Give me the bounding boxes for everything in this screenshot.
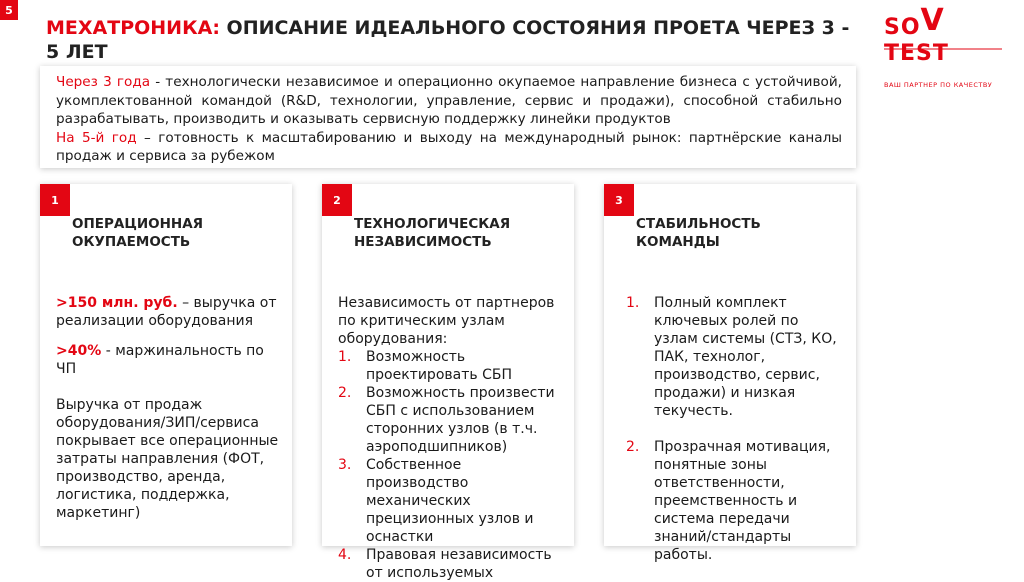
- revenue-metric: [56, 294, 284, 330]
- summary-5-years-text: – готовность к масштабированию и выходу на международный рынок: партнёрские каналы продаж и сервиса за рубежом: [56, 129, 842, 164]
- list-number: 1.: [338, 349, 352, 365]
- card-intro: Независимость от партнеров по критическим узлам оборудования:: [338, 295, 555, 347]
- card-body: [56, 294, 284, 534]
- list-item: [338, 348, 566, 384]
- list-text: Полный комплект ключевых ролей по узлам системы (СТЗ, КО, ПАК, технолог, производство, сервис, продажи) и низкая текучесть.: [654, 295, 837, 419]
- list-item: [338, 456, 566, 546]
- summary-3-years-text: - технологически независимое и операционно окупаемое направление бизнеса с устойчивой, укомплектованной командой (R&D, технологии, управление, сервис и продажи), способной стабильно разрабатывать, производить и оказывать сервисную поддержку линейки продуктов: [56, 74, 842, 127]
- list-text: Правовая независимость от используемых: [366, 547, 552, 581]
- card-team-stability: [604, 184, 856, 563]
- card-paragraph: Выручка от продаж оборудования/ЗИП/сервиса покрывает все операционные затраты направления (ФОТ, производство, аренда, логистика, поддержка, маркетинг): [56, 397, 279, 521]
- card-number-badge: 3: [604, 184, 634, 216]
- card-body: [338, 294, 566, 582]
- card-body: [626, 294, 846, 582]
- card-number-badge: 2: [322, 184, 352, 216]
- summary-paragraph-3-years: [56, 73, 842, 129]
- team-list: [626, 294, 846, 564]
- page-title-accent: МЕХАТРОНИКА:: [46, 17, 220, 39]
- list-number: 4.: [338, 547, 352, 563]
- list-item: [626, 438, 846, 564]
- card-title: СТАБИЛЬНОСТЬ КОМАНДЫ: [636, 216, 761, 250]
- margin-value: >40%: [56, 343, 102, 359]
- logo-tagline: ВАШ ПАРТНЕР ПО КАЧЕСТВУ: [884, 81, 993, 89]
- list-text: Возможность проектировать СБП: [366, 349, 512, 383]
- company-logo: [884, 3, 1006, 89]
- logo-underline-icon: [884, 46, 1002, 52]
- revenue-value: >150 млн. руб.: [56, 295, 178, 311]
- page-title-rest: ОПИСАНИЕ ИДЕАЛЬНОГО СОСТОЯНИЯ ПРОЕТА ЧЕРЕЗ 3 - 5 ЛЕТ: [46, 17, 850, 63]
- list-number: 2.: [338, 385, 352, 401]
- card-title: ОПЕРАЦИОННАЯ ОКУПАЕМОСТЬ: [72, 216, 204, 250]
- list-number: 1.: [626, 295, 640, 311]
- list-item: [338, 546, 566, 582]
- list-text: Прозрачная мотивация, понятные зоны ответственности, преемственность и система передачи знаний/стандарты работы.: [654, 439, 831, 563]
- list-item: [338, 384, 566, 456]
- margin-text: - маржинальность по ЧП: [56, 343, 264, 377]
- summary-box: [40, 66, 856, 168]
- list-text: Собственное производство механических прецизионных узлов и оснастки: [366, 457, 534, 545]
- logo-wordmark: SOVTEST: [884, 3, 949, 66]
- card-technological-independence: [322, 184, 574, 581]
- summary-3-years-label: Через 3 года: [56, 74, 151, 90]
- list-item: [626, 294, 846, 420]
- list-text: Возможность произвести СБП с использованием сторонних узлов (в т.ч. аэроподшипников): [366, 385, 555, 455]
- card-operational-payback: [40, 184, 292, 546]
- revenue-text: – выручка от реализации оборудования: [56, 295, 277, 329]
- list-number: 2.: [626, 439, 640, 455]
- page-number-badge: 5: [0, 0, 18, 20]
- summary-5-years-label: На 5-й год: [56, 129, 137, 146]
- card-title: ТЕХНОЛОГИЧЕСКАЯ НЕЗАВИСИМОСТЬ: [354, 216, 511, 250]
- margin-metric: [56, 342, 284, 378]
- card-number-badge: 1: [40, 184, 70, 216]
- summary-paragraph-5-years: [56, 129, 842, 166]
- page-title: [46, 16, 866, 64]
- independence-list: [338, 348, 566, 582]
- list-number: 3.: [338, 457, 352, 473]
